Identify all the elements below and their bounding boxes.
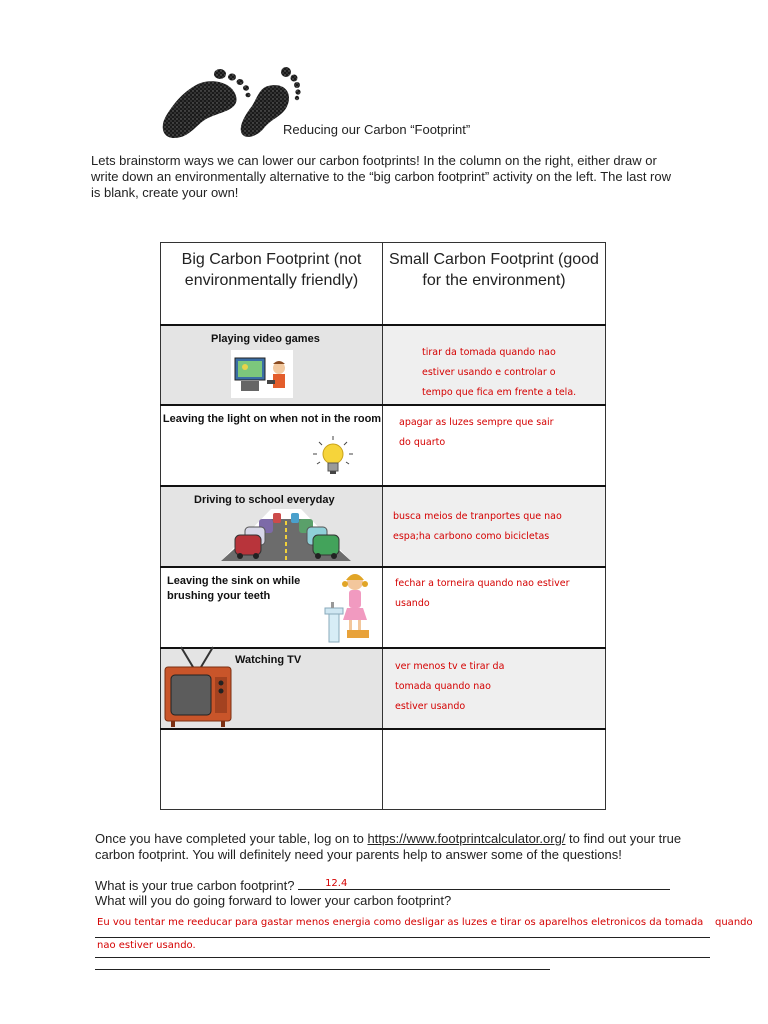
answer-cell[interactable] xyxy=(383,729,606,810)
intro-paragraph: Lets brainstorm ways we can lower our carbon footprints! In the column on the right, either draw or write down an environmentally alternative to the “big carbon footprint” activity on the left. The last row is blank, create your own! xyxy=(91,153,671,200)
activity-label: Leaving the light on when not in the room xyxy=(162,412,382,425)
tv-icon xyxy=(163,645,235,729)
girl-sink-icon xyxy=(321,568,381,646)
activity-cell xyxy=(161,648,383,729)
activity-label: Watching TV xyxy=(235,653,302,666)
answer-cell: ver menos tv e tirar da tomada quando nao estiver usando xyxy=(383,648,606,729)
traffic-icon xyxy=(221,509,351,561)
footprint-calculator-link[interactable]: https://www.footprintcalculator.org/ xyxy=(367,831,566,846)
header-big-footprint: Big Carbon Footprint (not environmentally friendly) xyxy=(161,243,383,325)
answer-cell: apagar as luzes sempre que sair do quarto xyxy=(383,405,606,486)
page-title: Reducing our Carbon “Footprint” xyxy=(283,122,471,137)
question-1: What is your true carbon footprint? 12.4 xyxy=(95,877,670,894)
answer-cell: busca meios de tranportes que nao espa;ha carbono como bicicletas xyxy=(383,486,606,567)
activity-label: Leaving the sink on while brushing your teeth xyxy=(167,574,301,602)
closing-paragraph: Once you have completed your table, log on to https://www.footprintcalculator.org/ to find out your true carbon footprint. You will definitely need your parents help to answer some of the questions! xyxy=(95,831,682,862)
table-row xyxy=(161,325,606,405)
activity-label: Playing video games xyxy=(211,332,320,345)
activity-cell xyxy=(161,405,383,486)
footprints-icon xyxy=(160,66,302,142)
q1-answer-line[interactable] xyxy=(298,877,670,890)
table-row xyxy=(161,405,606,486)
footprint-table xyxy=(160,242,606,810)
table-row xyxy=(161,567,606,648)
activity-cell xyxy=(161,325,383,405)
answer-cell: fechar a torneira quando nao estiver usando xyxy=(383,567,606,648)
header-small-footprint: Small Carbon Footprint (good for the environment) xyxy=(383,243,606,325)
table-row xyxy=(161,648,606,729)
question-2: What will you do going forward to lower your carbon footprint? xyxy=(95,893,452,908)
activity-cell xyxy=(161,567,383,648)
activity-cell xyxy=(161,486,383,567)
answer-cell: tirar da tomada quando nao estiver usando e controlar o tempo que fica em frente a tela. xyxy=(383,325,606,405)
video-games-icon xyxy=(231,350,293,398)
q1-answer: 12.4 xyxy=(325,878,348,889)
activity-cell[interactable] xyxy=(161,729,383,810)
light-bulb-icon xyxy=(311,434,355,478)
table-row-blank xyxy=(161,729,606,810)
table-row xyxy=(161,486,606,567)
q2-answer[interactable]: Eu vou tentar me reeducar para gastar menos energia como desligar as luzes e tirar os aparelhos eletronicos da tomada quando nao estiver usando. xyxy=(95,915,715,958)
q2-extra-line[interactable] xyxy=(95,969,550,970)
activity-label: Driving to school everyday xyxy=(194,493,335,506)
